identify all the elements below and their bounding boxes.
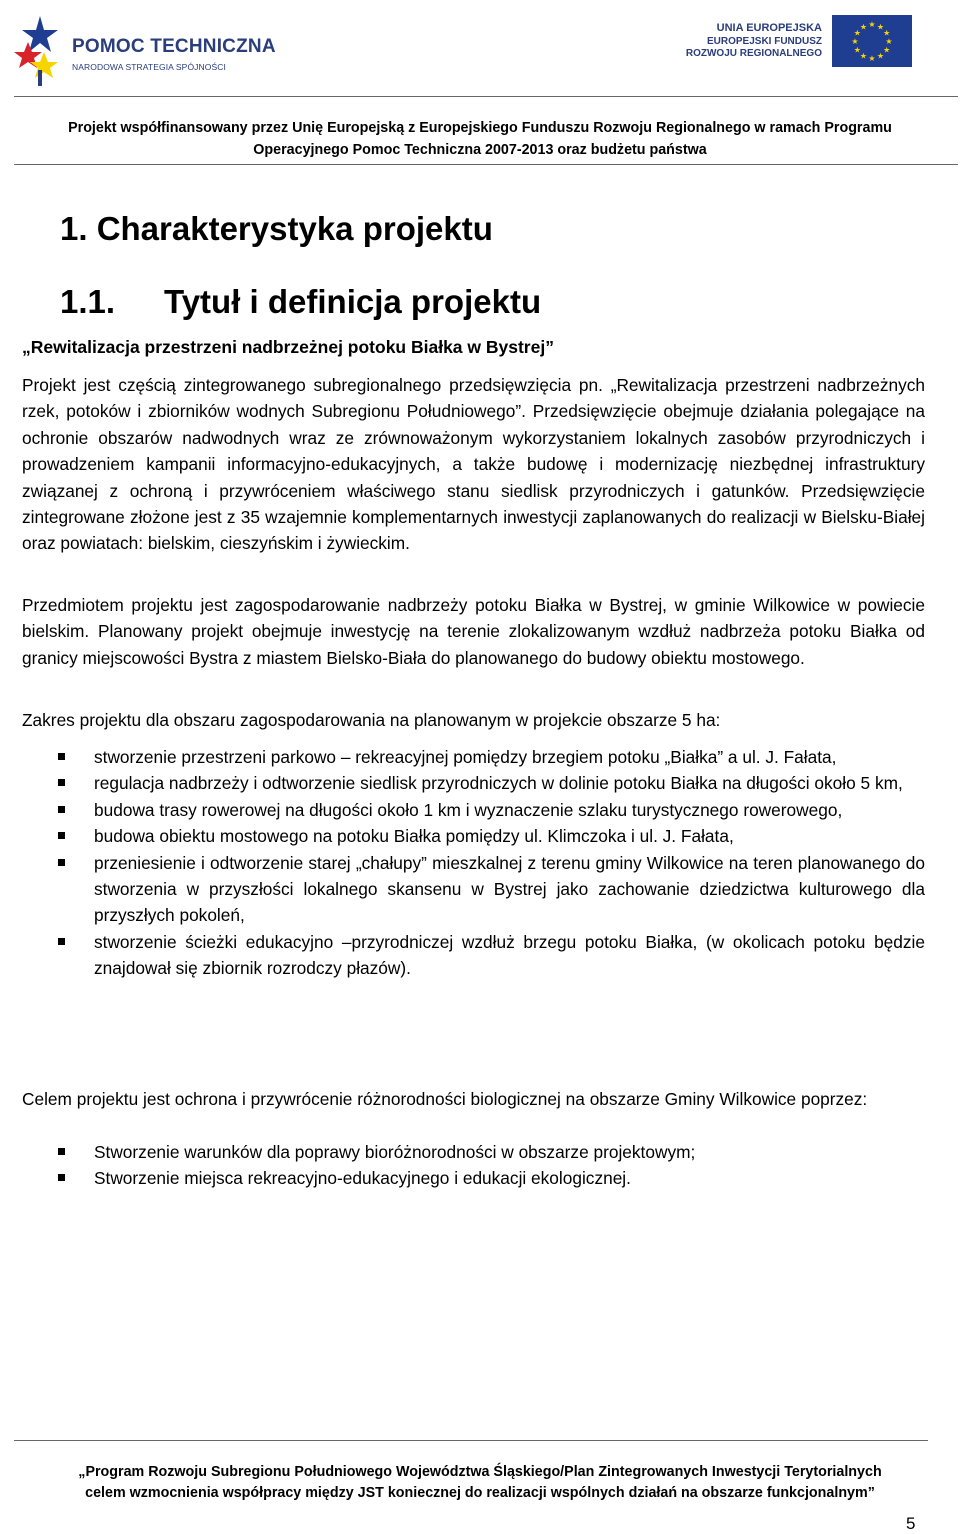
paragraph-2: Przedmiotem projektu jest zagospodarowanie nadbrzeży potoku Białka w Bystrej, w gminie Wilkowice w powiecie bielskim. Planowany projekt obejmuje inwestycję na terenie zlokalizowanym wzdłuż nadbrzeża potoku Białka od granicy miejscowości Bystra z miastem Bielsko-Biała do planowanego do budowy obiektu mostowego. [22, 595, 925, 668]
list-item: przeniesienie i odtworzenie starej „chałupy” mieszkalnej z terenu gminy Wilkowice na teren planowanego do stworzenia w przyszłości lokalnego skansenu w Bystrej jako zachowanie dziedzictwa kulturowego dla przyszłych pokoleń, [22, 850, 925, 929]
project-title: „Rewitalizacja przestrzeni nadbrzeżnej potoku Białka w Bystrej” [22, 337, 554, 357]
eu-star-icon: ★ [853, 28, 861, 38]
header-divider [14, 96, 958, 97]
eu-logo-line2: EUROPEJSKI FUNDUSZ ROZWOJU REGIONALNEGO [685, 36, 822, 59]
footer-line1: „Program Rozwoju Subregionu Południowego Województwa Śląskiego/Plan Zintegrowanych Inwestycji Terytorialnych [78, 1464, 882, 1480]
eu-star-icon: ★ [876, 22, 885, 32]
logo-subtitle: NARODOWA STRATEGIA SPÓJNOŚCI [72, 62, 226, 72]
header-note-line2: Operacyjnego Pomoc Techniczna 2007-2013 oraz budżetu państwa [253, 142, 707, 158]
eu-logo-line1: UNIA EUROPEJSKA [716, 22, 822, 34]
header-divider-bottom [14, 164, 958, 165]
list-item: Stworzenie miejsca rekreacyjno-edukacyjnego i edukacji ekologicznej. [22, 1165, 925, 1191]
list-item: stworzenie przestrzeni parkowo – rekreacyjnej pomiędzy brzegiem potoku „Białka” a ul. J. Fałata, [22, 744, 925, 770]
eu-star-icon: ★ [883, 28, 891, 38]
eu-star-icon: ★ [859, 51, 868, 61]
subsection-number: 1.1. [60, 283, 116, 320]
eu-star-icon: ★ [876, 51, 885, 61]
paragraph-4: Celem projektu jest ochrona i przywrócenie różnorodności biologicznej na obszarze Gminy Wilkowice poprzez: [22, 1089, 868, 1109]
eu-star-icon: ★ [859, 22, 868, 32]
logo-title: POMOC TECHNICZNA [72, 36, 276, 57]
footer-divider [14, 1440, 928, 1441]
eu-flag-icon [832, 15, 912, 67]
paragraph-1: Projekt jest częścią zintegrowanego subregionalnego przedsięwzięcia pn. „Rewitalizacja przestrzeni nadbrzeżnych rzek, potoków i zbiorników wodnych Subregionu Południowego”. Przedsięwzięcie obejmuje działania polegające na ochronie obszarów nadwodnych wraz ze zrównoważonym wykorzystaniem lokalnych zasobów przyrodniczych i prowadzeniem kampanii informacyjno-edukacyjnych, a także budowę i modernizację niezbędnej infrastruktury związanej z ochroną i przywróceniem właściwego stanu siedlisk przyrodniczych i gatunków. Przedsięwzięcie zintegrowane złożone jest z 35 wzajemnie komplementarnych inwestycji zaplanowanych do realizacji w Bielsku-Białej oraz powiatach: bielskim, cieszyńskim i żywieckim. [22, 375, 925, 554]
footer-line2: celem wzmocnienia współpracy między JST koniecznej do realizacji wspólnych działań na obszarze funkcjonalnym” [85, 1485, 875, 1501]
list-item: budowa trasy rowerowej na długości około 1 km i wyznaczenie szlaku turystycznego rowerowego, [22, 797, 925, 823]
star-emblem-icon [14, 12, 66, 88]
eu-star-icon: ★ [868, 54, 876, 63]
subsection-label: Tytuł i definicja projektu [164, 283, 542, 320]
eu-star-icon: ★ [868, 20, 876, 29]
pomoc-techniczna-logo [14, 12, 276, 88]
list-item: budowa obiektu mostowego na potoku Białka pomiędzy ul. Klimczoka i ul. J. Fałata, [22, 823, 925, 849]
eu-star-icon: ★ [885, 37, 893, 46]
eu-star-icon: ★ [883, 45, 891, 55]
header-note-line1: Projekt współfinansowany przez Unię Europejską z Europejskiego Funduszu Rozwoju Regionalnego w ramach Programu [68, 120, 892, 136]
page-number: 5 [906, 1514, 916, 1533]
eu-logo [685, 12, 912, 68]
list-item: Stworzenie warunków dla poprawy bioróżnorodności w obszarze projektowym; [22, 1139, 925, 1165]
scope-list [22, 744, 925, 982]
eu-star-icon: ★ [851, 37, 859, 46]
goal-list [22, 1139, 925, 1192]
paragraph-3: Zakres projektu dla obszaru zagospodarowania na planowanym w projekcie obszarze 5 ha: [22, 710, 721, 730]
eu-star-icon: ★ [853, 45, 861, 55]
section-title: 1. Charakterystyka projektu [60, 210, 493, 247]
list-item: regulacja nadbrzeży i odtworzenie siedlisk przyrodniczych w dolinie potoku Białka na długości około 5 km, [22, 770, 925, 796]
list-item: stworzenie ścieżki edukacyjno –przyrodniczej wzdłuż brzegu potoku Białka, (w okolicach potoku będzie znajdował się zbiornik rozrodczy płazów). [22, 929, 925, 982]
subsection-title [60, 283, 541, 321]
